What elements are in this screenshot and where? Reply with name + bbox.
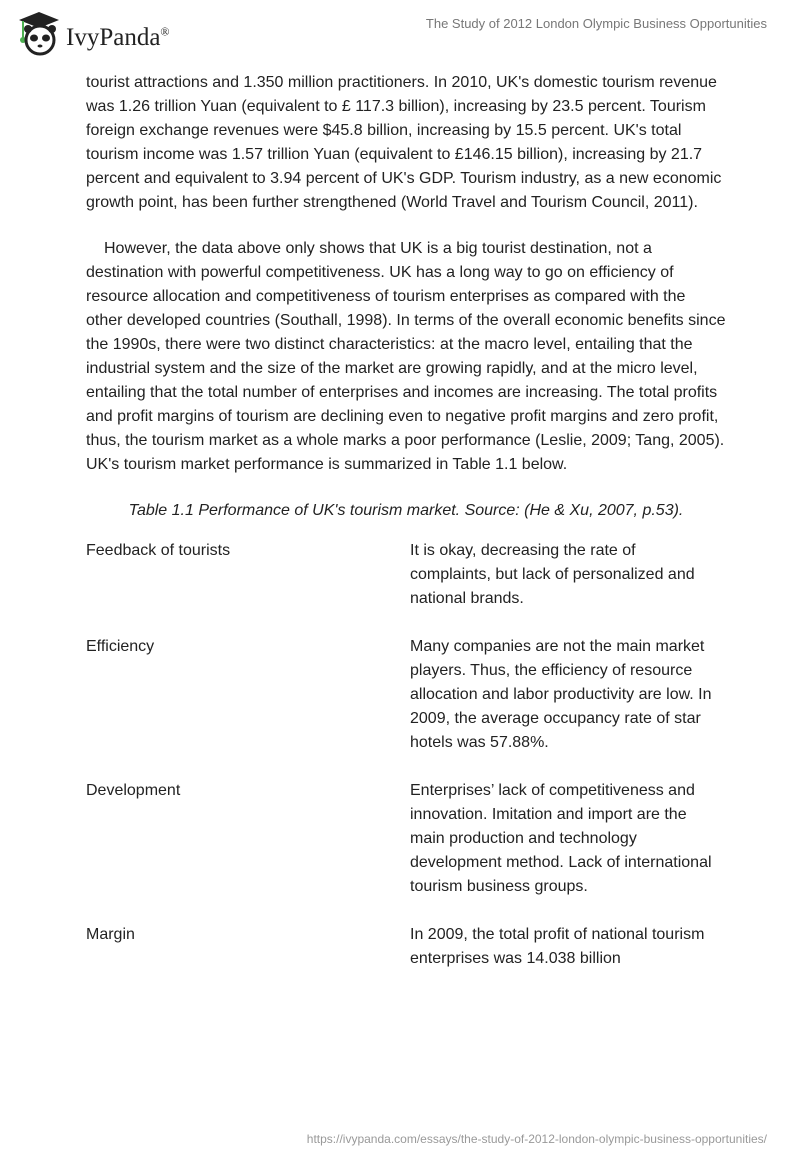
row-label: Feedback of tourists: [86, 542, 231, 559]
row-label: Margin: [86, 926, 135, 943]
table-row: [86, 635, 726, 755]
paragraph: However, the data above only shows that UK is a big tourist destination, not a destination with powerful competitiveness. UK has a long way to go on efficiency of resource allocation and competitiveness of tourism enterprises as compared with the other developed countries (Southall, 1998). In terms of the overall economic benefits since the 1990s, there were two distinct characteristics: at the macro level, entailing that the industrial system and the size of the market are growing rapidly, and at the micro level, entailing that the total number of enterprises and incomes are increasing. The total profits and profit margins of tourism are declining even to negative profit margins and zero profit, thus, the tourism market as a whole marks a poor performance (Leslie, 2009; Tang, 2005). UK's tourism market performance is summarized in Table 1.1 below.: [86, 240, 726, 473]
logo-text: [66, 24, 170, 52]
row-value: Enterprises’ lack of competitiveness and innovation. Imitation and import are the main production and technology development method. Lack of international tourism business groups.: [410, 782, 712, 895]
row-label: Development: [86, 782, 181, 799]
ivypanda-logo[interactable]: [18, 10, 170, 56]
panda-graduate-icon: [18, 10, 60, 56]
paragraph: tourist attractions and 1.350 million practitioners. In 2010, UK's domestic tourism revenue was 1.26 trillion Yuan (equivalent to £ 117.3 billion), increasing by 23.5 percent. Tourism foreign exchange revenues were $45.8 billion, increasing by 15.5 percent. UK's total tourism income was 1.57 trillion Yuan (equivalent to £146.15 billion), increasing by 21.7 percent and equivalent to 3.94 percent of UK's GDP. Tourism industry, as a new economic growth point, has been further strengthened (World Travel and Tourism Council, 2011).: [86, 74, 722, 211]
row-value: It is okay, decreasing the rate of complaints, but lack of personalized and national brands.: [410, 542, 695, 607]
table-caption: Table 1.1 Performance of UK's tourism market. Source: (He & Xu, 2007, p.53).: [128, 502, 684, 519]
table-row: [86, 923, 726, 971]
essay-body: [86, 71, 726, 995]
table-row: [86, 779, 726, 899]
source-url[interactable]: https://ivypanda.com/essays/the-study-of-2012-london-olympic-business-opportunities/: [306, 1132, 767, 1146]
table-row: [86, 539, 726, 611]
row-value: In 2009, the total profit of national tourism enterprises was 14.038 billion: [410, 926, 705, 967]
registered-mark: ®: [160, 24, 170, 39]
performance-table: [86, 539, 726, 971]
row-value: Many companies are not the main market players. Thus, the efficiency of resource allocation and labor productivity are low. In 2009, the average occupancy rate of star hotels was 57.88%.: [410, 638, 712, 751]
document-title: The Study of 2012 London Olympic Business Opportunities: [425, 16, 767, 31]
row-label: Efficiency: [86, 638, 155, 655]
logo-name: IvyPanda: [66, 24, 161, 51]
